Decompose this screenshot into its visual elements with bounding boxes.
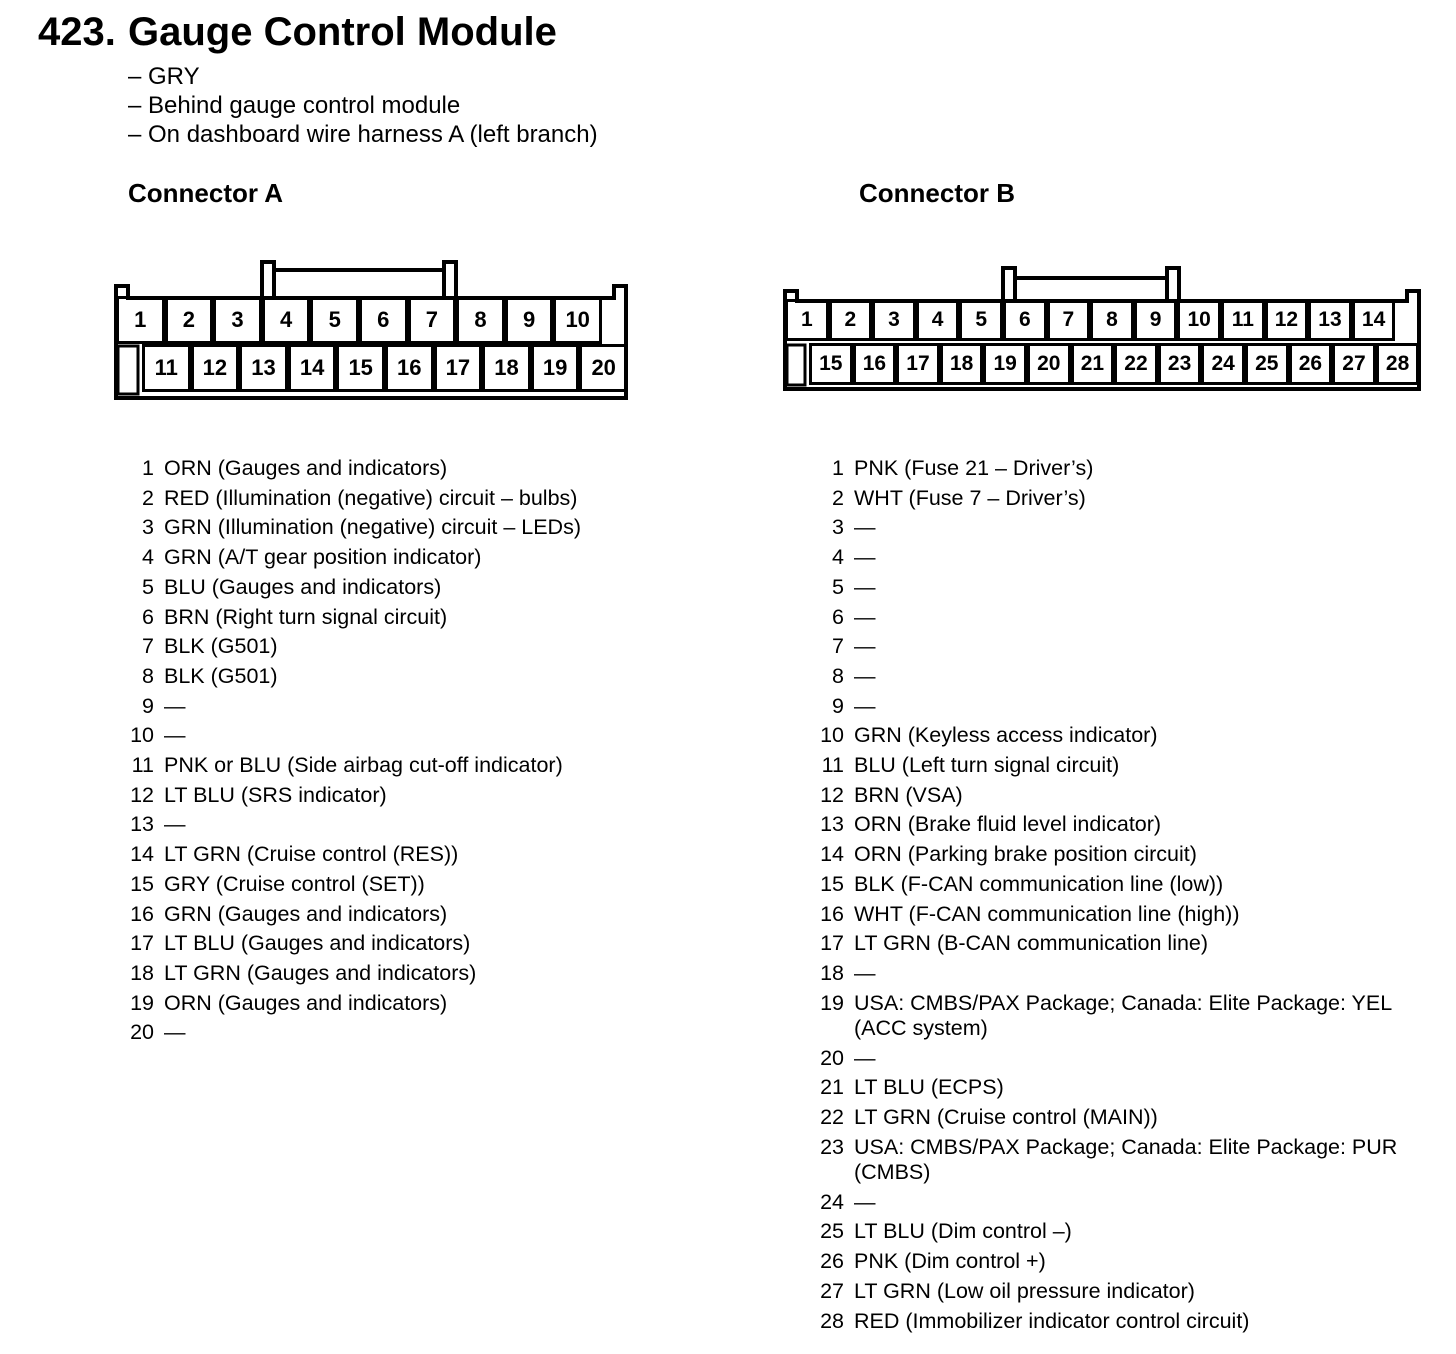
pin-row <box>120 543 581 573</box>
pin-row <box>810 454 1424 484</box>
pin-description: RED (Immobilizer indicator control circuit) <box>854 1308 1250 1333</box>
connector-pin-17: 17 <box>896 343 940 385</box>
info-harness: – On dashboard wire harness A (left branch) <box>128 121 598 148</box>
pin-row <box>810 1044 1424 1074</box>
pin-row <box>120 603 581 633</box>
pin-row <box>810 543 1424 573</box>
pin-number: 16 <box>820 901 844 926</box>
connector-a-pin-list <box>120 454 581 1048</box>
pin-description: USA: CMBS/PAX Package; Canada: Elite Package: YEL (ACC system) <box>854 990 1392 1041</box>
pin-description: BLK (F-CAN communication line (low)) <box>854 871 1224 896</box>
connector-pin-13: 13 <box>239 344 288 392</box>
pin-number: 7 <box>142 634 154 659</box>
section-number: 423. <box>38 10 116 54</box>
pin-description: WHT (Fuse 7 – Driver’s) <box>854 485 1086 510</box>
pin-row <box>810 603 1424 633</box>
pin-number: 6 <box>832 604 844 629</box>
pin-number: 16 <box>130 901 154 926</box>
pin-description: GRN (Keyless access indicator) <box>854 723 1158 748</box>
pin-number: 20 <box>130 1020 154 1045</box>
pin-row <box>120 781 581 811</box>
pin-number: 9 <box>832 693 844 718</box>
pin-row <box>810 751 1424 781</box>
pin-number: 5 <box>832 574 844 599</box>
pin-row <box>120 454 581 484</box>
pin-number: 10 <box>130 723 154 748</box>
connector-pin-6: 6 <box>1003 299 1047 341</box>
pin-number: 1 <box>142 456 154 480</box>
connector-pin-1: 1 <box>116 296 165 344</box>
pin-number: 8 <box>832 663 844 688</box>
pin-row <box>810 632 1424 662</box>
pin-number: 11 <box>131 753 154 778</box>
pin-description: LT GRN (Low oil pressure indicator) <box>854 1278 1195 1303</box>
connector-pin-11: 11 <box>1221 299 1265 341</box>
pin-number: 13 <box>130 812 154 837</box>
pin-row <box>810 959 1424 989</box>
pin-row <box>810 1217 1424 1247</box>
pin-number: 4 <box>142 545 154 570</box>
pin-number: 4 <box>832 545 844 570</box>
connector-pin-20: 20 <box>579 344 628 392</box>
location-info <box>128 62 598 149</box>
pin-row <box>810 989 1424 1044</box>
pin-description: — <box>164 812 186 837</box>
pin-number: 3 <box>142 515 154 540</box>
pin-number: 17 <box>130 931 154 956</box>
pin-number: 28 <box>820 1308 844 1333</box>
pin-row <box>120 1018 581 1048</box>
pin-description: — <box>164 693 186 718</box>
pin-description: GRN (A/T gear position indicator) <box>164 545 482 570</box>
connector-b-diagram <box>783 265 1423 392</box>
pin-number: 13 <box>820 812 844 837</box>
pin-description: PNK or BLU (Side airbag cut-off indicator) <box>164 753 563 778</box>
connector-pin-16: 16 <box>385 344 434 392</box>
connector-pin-2: 2 <box>829 299 873 341</box>
pin-row <box>810 1073 1424 1103</box>
page-title: Gauge Control Module <box>128 10 557 54</box>
pin-row <box>120 959 581 989</box>
connector-pin-23: 23 <box>1158 343 1202 385</box>
pin-number: 11 <box>821 753 844 778</box>
pin-number: 23 <box>820 1134 844 1159</box>
pin-row <box>120 513 581 543</box>
pin-number: 22 <box>820 1105 844 1130</box>
pin-number: 14 <box>820 842 844 867</box>
pin-number: 25 <box>820 1219 844 1244</box>
pin-description: — <box>854 663 876 688</box>
pin-number: 6 <box>142 604 154 629</box>
pin-row <box>810 1133 1424 1188</box>
connector-pin-11: 11 <box>142 344 191 392</box>
pin-row <box>810 1188 1424 1218</box>
pin-row <box>810 662 1424 692</box>
pin-number: 20 <box>820 1045 844 1070</box>
pin-number: 12 <box>820 782 844 807</box>
pin-row <box>120 840 581 870</box>
pin-number: 21 <box>820 1075 844 1100</box>
connector-pin-2: 2 <box>165 296 214 344</box>
pin-row <box>810 781 1424 811</box>
connector-b-title: Connector B <box>859 178 1015 208</box>
connector-pin-20: 20 <box>1027 343 1071 385</box>
pin-description: RED (Illumination (negative) circuit – bulbs) <box>164 485 578 510</box>
pin-row <box>120 989 581 1019</box>
connector-pin-13: 13 <box>1308 299 1352 341</box>
pin-description: — <box>854 1045 876 1070</box>
connector-pin-26: 26 <box>1289 343 1333 385</box>
connector-pin-15: 15 <box>336 344 385 392</box>
pin-number: 24 <box>820 1189 844 1214</box>
pin-description: BLU (Gauges and indicators) <box>164 574 442 599</box>
pin-row <box>810 692 1424 722</box>
pin-row <box>120 484 581 514</box>
connector-pin-6: 6 <box>359 296 408 344</box>
pin-row <box>810 484 1424 514</box>
pin-description: PNK (Fuse 21 – Driver’s) <box>854 456 1094 480</box>
connector-pin-19: 19 <box>531 344 580 392</box>
pin-description: BLU (Left turn signal circuit) <box>854 753 1120 778</box>
connector-pin-25: 25 <box>1245 343 1289 385</box>
pin-row <box>120 662 581 692</box>
pin-number: 15 <box>130 871 154 896</box>
pin-description: — <box>854 545 876 570</box>
pin-row <box>120 573 581 603</box>
connector-pin-8: 8 <box>456 296 505 344</box>
pin-description: — <box>854 574 876 599</box>
pin-description: LT BLU (Dim control –) <box>854 1219 1072 1244</box>
pin-description: — <box>854 634 876 659</box>
pin-description: ORN (Parking brake position circuit) <box>854 842 1197 867</box>
pin-description: LT BLU (ECPS) <box>854 1075 1004 1100</box>
pin-row <box>120 870 581 900</box>
pin-number: 19 <box>820 990 844 1015</box>
pin-row <box>120 751 581 781</box>
pin-description: BLK (G501) <box>164 634 278 659</box>
pin-description: LT GRN (Gauges and indicators) <box>164 960 477 985</box>
connector-b-pin-list <box>810 454 1424 1336</box>
pin-description: GRN (Illumination (negative) circuit – LEDs) <box>164 515 581 540</box>
pin-number: 15 <box>820 871 844 896</box>
connector-pin-15: 15 <box>809 343 853 385</box>
pin-row <box>120 929 581 959</box>
connector-pin-12: 12 <box>1265 299 1309 341</box>
connector-pin-7: 7 <box>408 296 457 344</box>
connector-pin-27: 27 <box>1332 343 1376 385</box>
connector-pin-9: 9 <box>1134 299 1178 341</box>
connector-pin-16: 16 <box>853 343 897 385</box>
pin-row <box>810 810 1424 840</box>
connector-pin-24: 24 <box>1201 343 1245 385</box>
pin-description: — <box>854 1189 876 1214</box>
pin-description: ORN (Brake fluid level indicator) <box>854 812 1162 837</box>
pin-row <box>810 1103 1424 1133</box>
pin-number: 1 <box>832 456 844 480</box>
pin-description: PNK (Dim control +) <box>854 1249 1046 1274</box>
pin-row <box>120 810 581 840</box>
pin-description: USA: CMBS/PAX Package; Canada: Elite Package: PUR (CMBS) <box>854 1134 1398 1185</box>
connector-pin-5: 5 <box>310 296 359 344</box>
pin-number: 17 <box>820 931 844 956</box>
pin-number: 26 <box>820 1249 844 1274</box>
pin-row <box>810 929 1424 959</box>
pin-row <box>810 900 1424 930</box>
connector-pin-14: 14 <box>288 344 337 392</box>
pin-number: 5 <box>142 574 154 599</box>
pin-row <box>120 692 581 722</box>
connector-pin-12: 12 <box>191 344 240 392</box>
connector-pin-22: 22 <box>1114 343 1158 385</box>
pin-row <box>120 721 581 751</box>
pin-description: ORN (Gauges and indicators) <box>164 456 448 480</box>
pin-row <box>810 721 1424 751</box>
pin-description: BRN (Right turn signal circuit) <box>164 604 448 629</box>
connector-pin-10: 10 <box>1177 299 1221 341</box>
connector-pin-5: 5 <box>959 299 1003 341</box>
pin-row <box>810 840 1424 870</box>
pin-number: 14 <box>130 842 154 867</box>
pin-description: ORN (Gauges and indicators) <box>164 990 448 1015</box>
pin-number: 2 <box>832 485 844 510</box>
connector-pin-28: 28 <box>1376 343 1420 385</box>
pin-row <box>120 632 581 662</box>
pin-number: 8 <box>142 663 154 688</box>
pin-description: — <box>854 693 876 718</box>
connector-a-title: Connector A <box>128 178 284 208</box>
pin-row <box>810 1247 1424 1277</box>
pin-number: 27 <box>820 1278 844 1303</box>
pin-description: LT GRN (B-CAN communication line) <box>854 931 1209 956</box>
pin-description: — <box>164 1020 186 1045</box>
pin-row <box>810 1277 1424 1307</box>
pin-number: 9 <box>142 693 154 718</box>
pin-row <box>810 573 1424 603</box>
info-location: – Behind gauge control module <box>128 92 461 119</box>
pin-description: BRN (VSA) <box>854 782 963 807</box>
connector-pin-3: 3 <box>213 296 262 344</box>
connector-pin-17: 17 <box>434 344 483 392</box>
pin-row <box>810 1307 1424 1337</box>
connector-pin-4: 4 <box>262 296 311 344</box>
pin-description: GRY (Cruise control (SET)) <box>164 871 425 896</box>
pin-number: 18 <box>820 960 844 985</box>
pin-description: — <box>854 515 876 540</box>
connector-pin-3: 3 <box>872 299 916 341</box>
pin-number: 7 <box>832 634 844 659</box>
connector-pin-4: 4 <box>916 299 960 341</box>
pin-number: 18 <box>130 960 154 985</box>
connector-pin-19: 19 <box>983 343 1027 385</box>
info-color: – GRY <box>128 63 200 90</box>
pin-number: 19 <box>130 990 154 1015</box>
pin-number: 3 <box>832 515 844 540</box>
pin-description: GRN (Gauges and indicators) <box>164 901 448 926</box>
pin-description: LT GRN (Cruise control (RES)) <box>164 842 459 867</box>
pin-description: BLK (G501) <box>164 663 278 688</box>
connector-a-diagram <box>114 258 629 400</box>
connector-pin-21: 21 <box>1071 343 1115 385</box>
connector-pin-8: 8 <box>1090 299 1134 341</box>
pin-number: 10 <box>820 723 844 748</box>
connector-pin-18: 18 <box>482 344 531 392</box>
connector-pin-9: 9 <box>505 296 554 344</box>
pin-description: LT BLU (Gauges and indicators) <box>164 931 471 956</box>
pin-row <box>120 900 581 930</box>
connector-pin-14: 14 <box>1352 299 1396 341</box>
connector-pin-7: 7 <box>1047 299 1091 341</box>
pin-row <box>810 513 1424 543</box>
pin-description: — <box>854 960 876 985</box>
pin-description: — <box>854 604 876 629</box>
pin-number: 2 <box>142 485 154 510</box>
pin-description: LT BLU (SRS indicator) <box>164 782 387 807</box>
connector-pin-1: 1 <box>785 299 829 341</box>
pin-row <box>810 870 1424 900</box>
pin-description: — <box>164 723 186 748</box>
connector-pin-10: 10 <box>553 296 602 344</box>
pin-description: LT GRN (Cruise control (MAIN)) <box>854 1105 1158 1130</box>
pin-number: 12 <box>130 782 154 807</box>
connector-pin-18: 18 <box>940 343 984 385</box>
pin-description: WHT (F-CAN communication line (high)) <box>854 901 1240 926</box>
